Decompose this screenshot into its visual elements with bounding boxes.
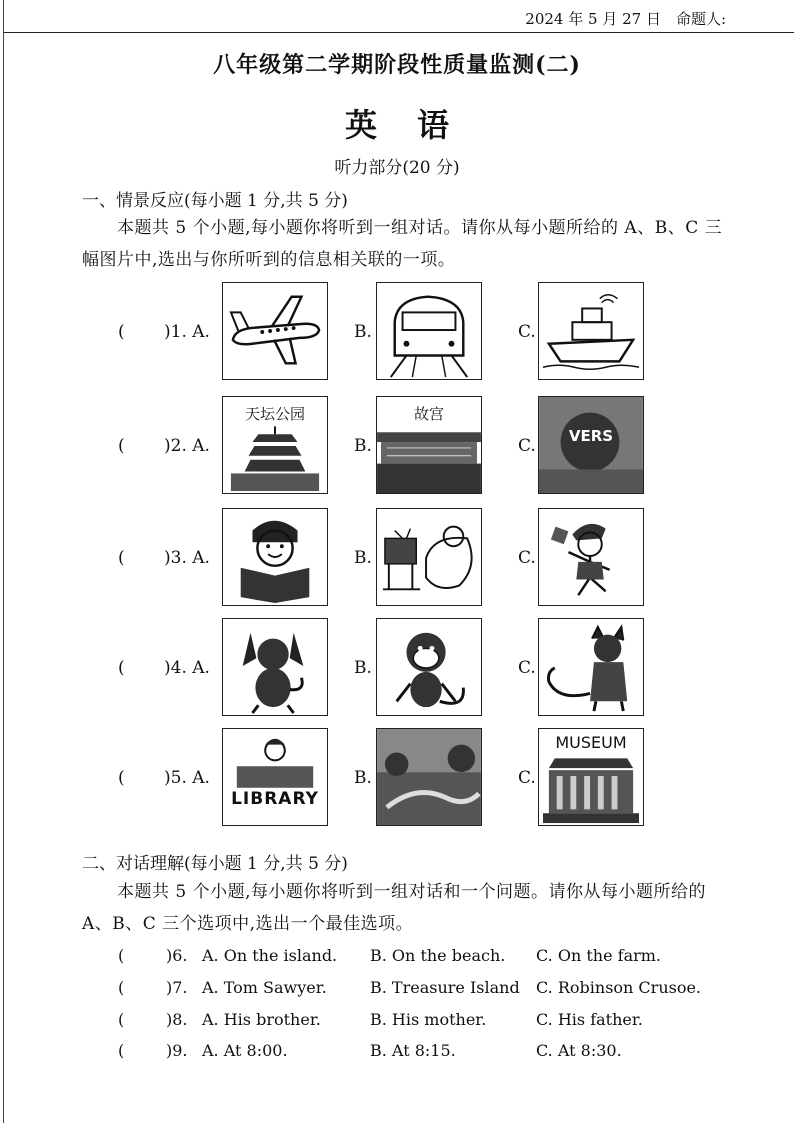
cat-picture[interactable] — [538, 618, 644, 716]
option-a[interactable]: A. Tom Sawyer. — [202, 978, 327, 997]
picture-caption: LIBRARY — [231, 789, 319, 809]
girl-playing-picture[interactable] — [538, 508, 644, 606]
question-number: )4. A. — [164, 658, 210, 678]
question-8 — [118, 1010, 738, 1036]
answer-paren[interactable]: ( — [118, 322, 125, 342]
option-b[interactable]: B. At 8:15. — [370, 1041, 456, 1060]
listening-part-heading: 听力部分(20 分) — [334, 158, 460, 178]
question-number: )2. A. — [164, 436, 210, 456]
answer-paren[interactable]: ( — [118, 548, 125, 568]
airplane-picture[interactable] — [222, 282, 328, 380]
option-a[interactable]: A. At 8:00. — [202, 1041, 288, 1060]
question-number: )1. A. — [164, 322, 210, 342]
train-picture[interactable] — [376, 282, 482, 380]
universal-studios-picture[interactable] — [538, 396, 644, 494]
option-c[interactable]: C. At 8:30. — [536, 1041, 622, 1060]
option-b[interactable]: B. His mother. — [370, 1010, 487, 1029]
option-b[interactable]: B. On the beach. — [370, 946, 506, 965]
option-c[interactable]: C. His father. — [536, 1010, 643, 1029]
question-7 — [118, 978, 738, 1004]
girl-watching-tv-picture[interactable] — [376, 508, 482, 606]
option-c-label: C. — [518, 658, 536, 678]
boy-reading-picture[interactable] — [222, 508, 328, 606]
section1-heading: 一、情景反应(每小题 1 分,共 5 分) — [82, 191, 348, 211]
question-number: )5. A. — [164, 768, 210, 788]
option-c-label: C. — [518, 548, 536, 568]
section2-instructions: 本题共 5 个小题,每小题你将听到一组对话和一个问题。请你从每小题所给的 A、B、C 三个选项中,选出一个最佳选项。 — [82, 882, 707, 934]
question-number: )8. — [166, 1010, 188, 1029]
date-author-line: 2024 年 5 月 27 日 命题人: — [525, 10, 726, 28]
question-number: )9. — [166, 1041, 188, 1060]
answer-paren[interactable]: ( — [118, 1041, 125, 1060]
option-b-label: B. — [354, 322, 372, 342]
picture-caption: 天坛公园 — [244, 405, 305, 423]
ship-picture[interactable] — [538, 282, 644, 380]
answer-paren[interactable]: ( — [118, 946, 125, 965]
question-5 — [118, 728, 658, 828]
option-c[interactable]: C. Robinson Crusoe. — [536, 978, 702, 997]
picture-caption: MUSEUM — [555, 733, 627, 752]
option-c-label: C. — [518, 322, 536, 342]
option-a[interactable]: A. His brother. — [202, 1010, 321, 1029]
question-1 — [118, 282, 658, 382]
option-b[interactable]: B. Treasure Island — [370, 978, 520, 997]
option-b-label: B. — [354, 548, 372, 568]
dog-picture[interactable] — [222, 618, 328, 716]
answer-paren[interactable]: ( — [118, 658, 125, 678]
subject-title: 英语 — [344, 106, 489, 144]
question-4 — [118, 618, 658, 718]
section2-heading: 二、对话理解(每小题 1 分,共 5 分) — [82, 854, 348, 874]
question-6 — [118, 946, 738, 972]
header-rule — [4, 32, 794, 33]
answer-paren[interactable]: ( — [118, 1010, 125, 1029]
question-number: )3. A. — [164, 548, 210, 568]
option-c-label: C. — [518, 768, 536, 788]
question-3 — [118, 508, 658, 608]
picture-caption: 故宫 — [413, 405, 444, 423]
question-number: )7. — [166, 978, 188, 997]
option-c-label: C. — [518, 436, 536, 456]
forbidden-city-picture[interactable] — [376, 396, 482, 494]
answer-paren[interactable]: ( — [118, 436, 125, 456]
exam-title: 八年级第二学期阶段性质量监测(二) — [213, 52, 581, 78]
park-picture[interactable] — [376, 728, 482, 826]
question-number: )6. — [166, 946, 188, 965]
section1-instructions: 本题共 5 个小题,每小题你将听到一组对话。请你从每小题所给的 A、B、C 三幅图片中,选出与你所听到的信息相关联的一项。 — [82, 218, 723, 270]
option-a[interactable]: A. On the island. — [202, 946, 338, 965]
question-9 — [118, 1041, 738, 1067]
question-2 — [118, 396, 658, 496]
option-c[interactable]: C. On the farm. — [536, 946, 662, 965]
picture-caption: VERS — [568, 427, 614, 445]
answer-paren[interactable]: ( — [118, 978, 125, 997]
option-b-label: B. — [354, 658, 372, 678]
library-picture[interactable] — [222, 728, 328, 826]
museum-picture[interactable] — [538, 728, 644, 826]
monkey-picture[interactable] — [376, 618, 482, 716]
option-b-label: B. — [354, 768, 372, 788]
option-b-label: B. — [354, 436, 372, 456]
answer-paren[interactable]: ( — [118, 768, 125, 788]
temple-of-heaven-picture[interactable] — [222, 396, 328, 494]
